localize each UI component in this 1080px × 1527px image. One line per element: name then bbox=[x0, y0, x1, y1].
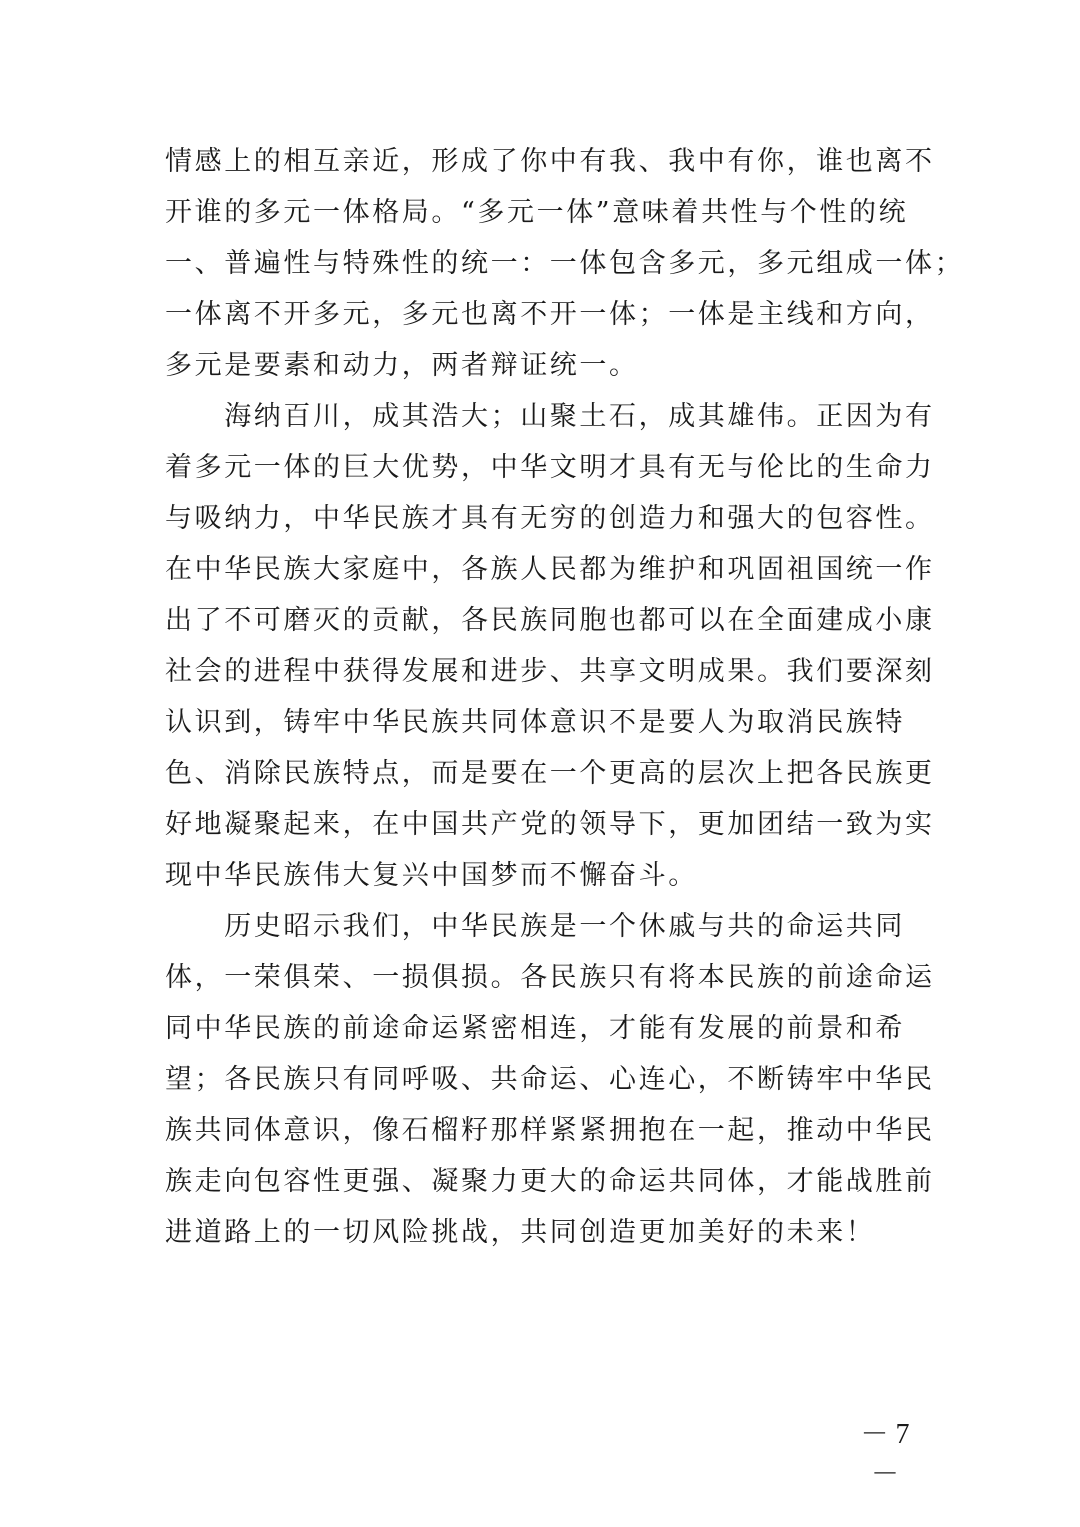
text-line: 历史昭示我们，中华民族是一个休戚与共的命运共同 bbox=[165, 911, 905, 942]
text-line: 与吸纳力，中华民族才具有无穷的创造力和强大的包容性。 bbox=[165, 503, 935, 534]
text-line: 开谁的多元一体格局。“多元一体”意味着共性与个性的统 bbox=[165, 197, 909, 228]
text-line: 现中华民族伟大复兴中国梦而不懈奋斗。 bbox=[165, 860, 698, 891]
text-line: 海纳百川，成其浩大；山聚土石，成其雄伟。正因为有 bbox=[165, 401, 935, 432]
text-line: 社会的进程中获得发展和进步、共享文明成果。我们要深刻 bbox=[165, 656, 935, 687]
text-line: 族走向包容性更强、凝聚力更大的命运共同体，才能战胜前 bbox=[165, 1166, 935, 1197]
text-line: 同中华民族的前途命运紧密相连，才能有发展的前景和希 bbox=[165, 1013, 905, 1044]
text-line: 一、普遍性与特殊性的统一：一体包含多元，多元组成一体； bbox=[165, 248, 965, 279]
text-line: 认识到，铸牢中华民族共同体意识不是要人为取消民族特 bbox=[165, 707, 905, 738]
text-line: 体，一荣俱荣、一损俱损。各民族只有将本民族的前途命运 bbox=[165, 962, 935, 993]
page-number: － 7 － bbox=[860, 1419, 910, 1490]
text-line: 在中华民族大家庭中，各族人民都为维护和巩固祖国统一作 bbox=[165, 554, 935, 585]
text-line: 色、消除民族特点，而是要在一个更高的层次上把各民族更 bbox=[165, 758, 935, 789]
text-line: 着多元一体的巨大优势，中华文明才具有无与伦比的生命力 bbox=[165, 452, 935, 483]
text-line: 好地凝聚起来，在中国共产党的领导下，更加团结一致为实 bbox=[165, 809, 935, 840]
text-line: 进道路上的一切风险挑战，共同创造更加美好的未来！ bbox=[165, 1217, 876, 1248]
text-line: 情感上的相互亲近，形成了你中有我、我中有你，谁也离不 bbox=[165, 146, 935, 177]
text-line: 多元是要素和动力，两者辩证统一。 bbox=[165, 350, 639, 381]
text-line: 一体离不开多元，多元也离不开一体；一体是主线和方向， bbox=[165, 299, 935, 330]
text-line: 出了不可磨灭的贡献，各民族同胞也都可以在全面建成小康 bbox=[165, 605, 935, 636]
text-line: 族共同体意识，像石榴籽那样紧紧拥抱在一起，推动中华民 bbox=[165, 1115, 935, 1146]
text-line: 望；各民族只有同呼吸、共命运、心连心，不断铸牢中华民 bbox=[165, 1064, 935, 1095]
body-text bbox=[165, 136, 965, 1258]
